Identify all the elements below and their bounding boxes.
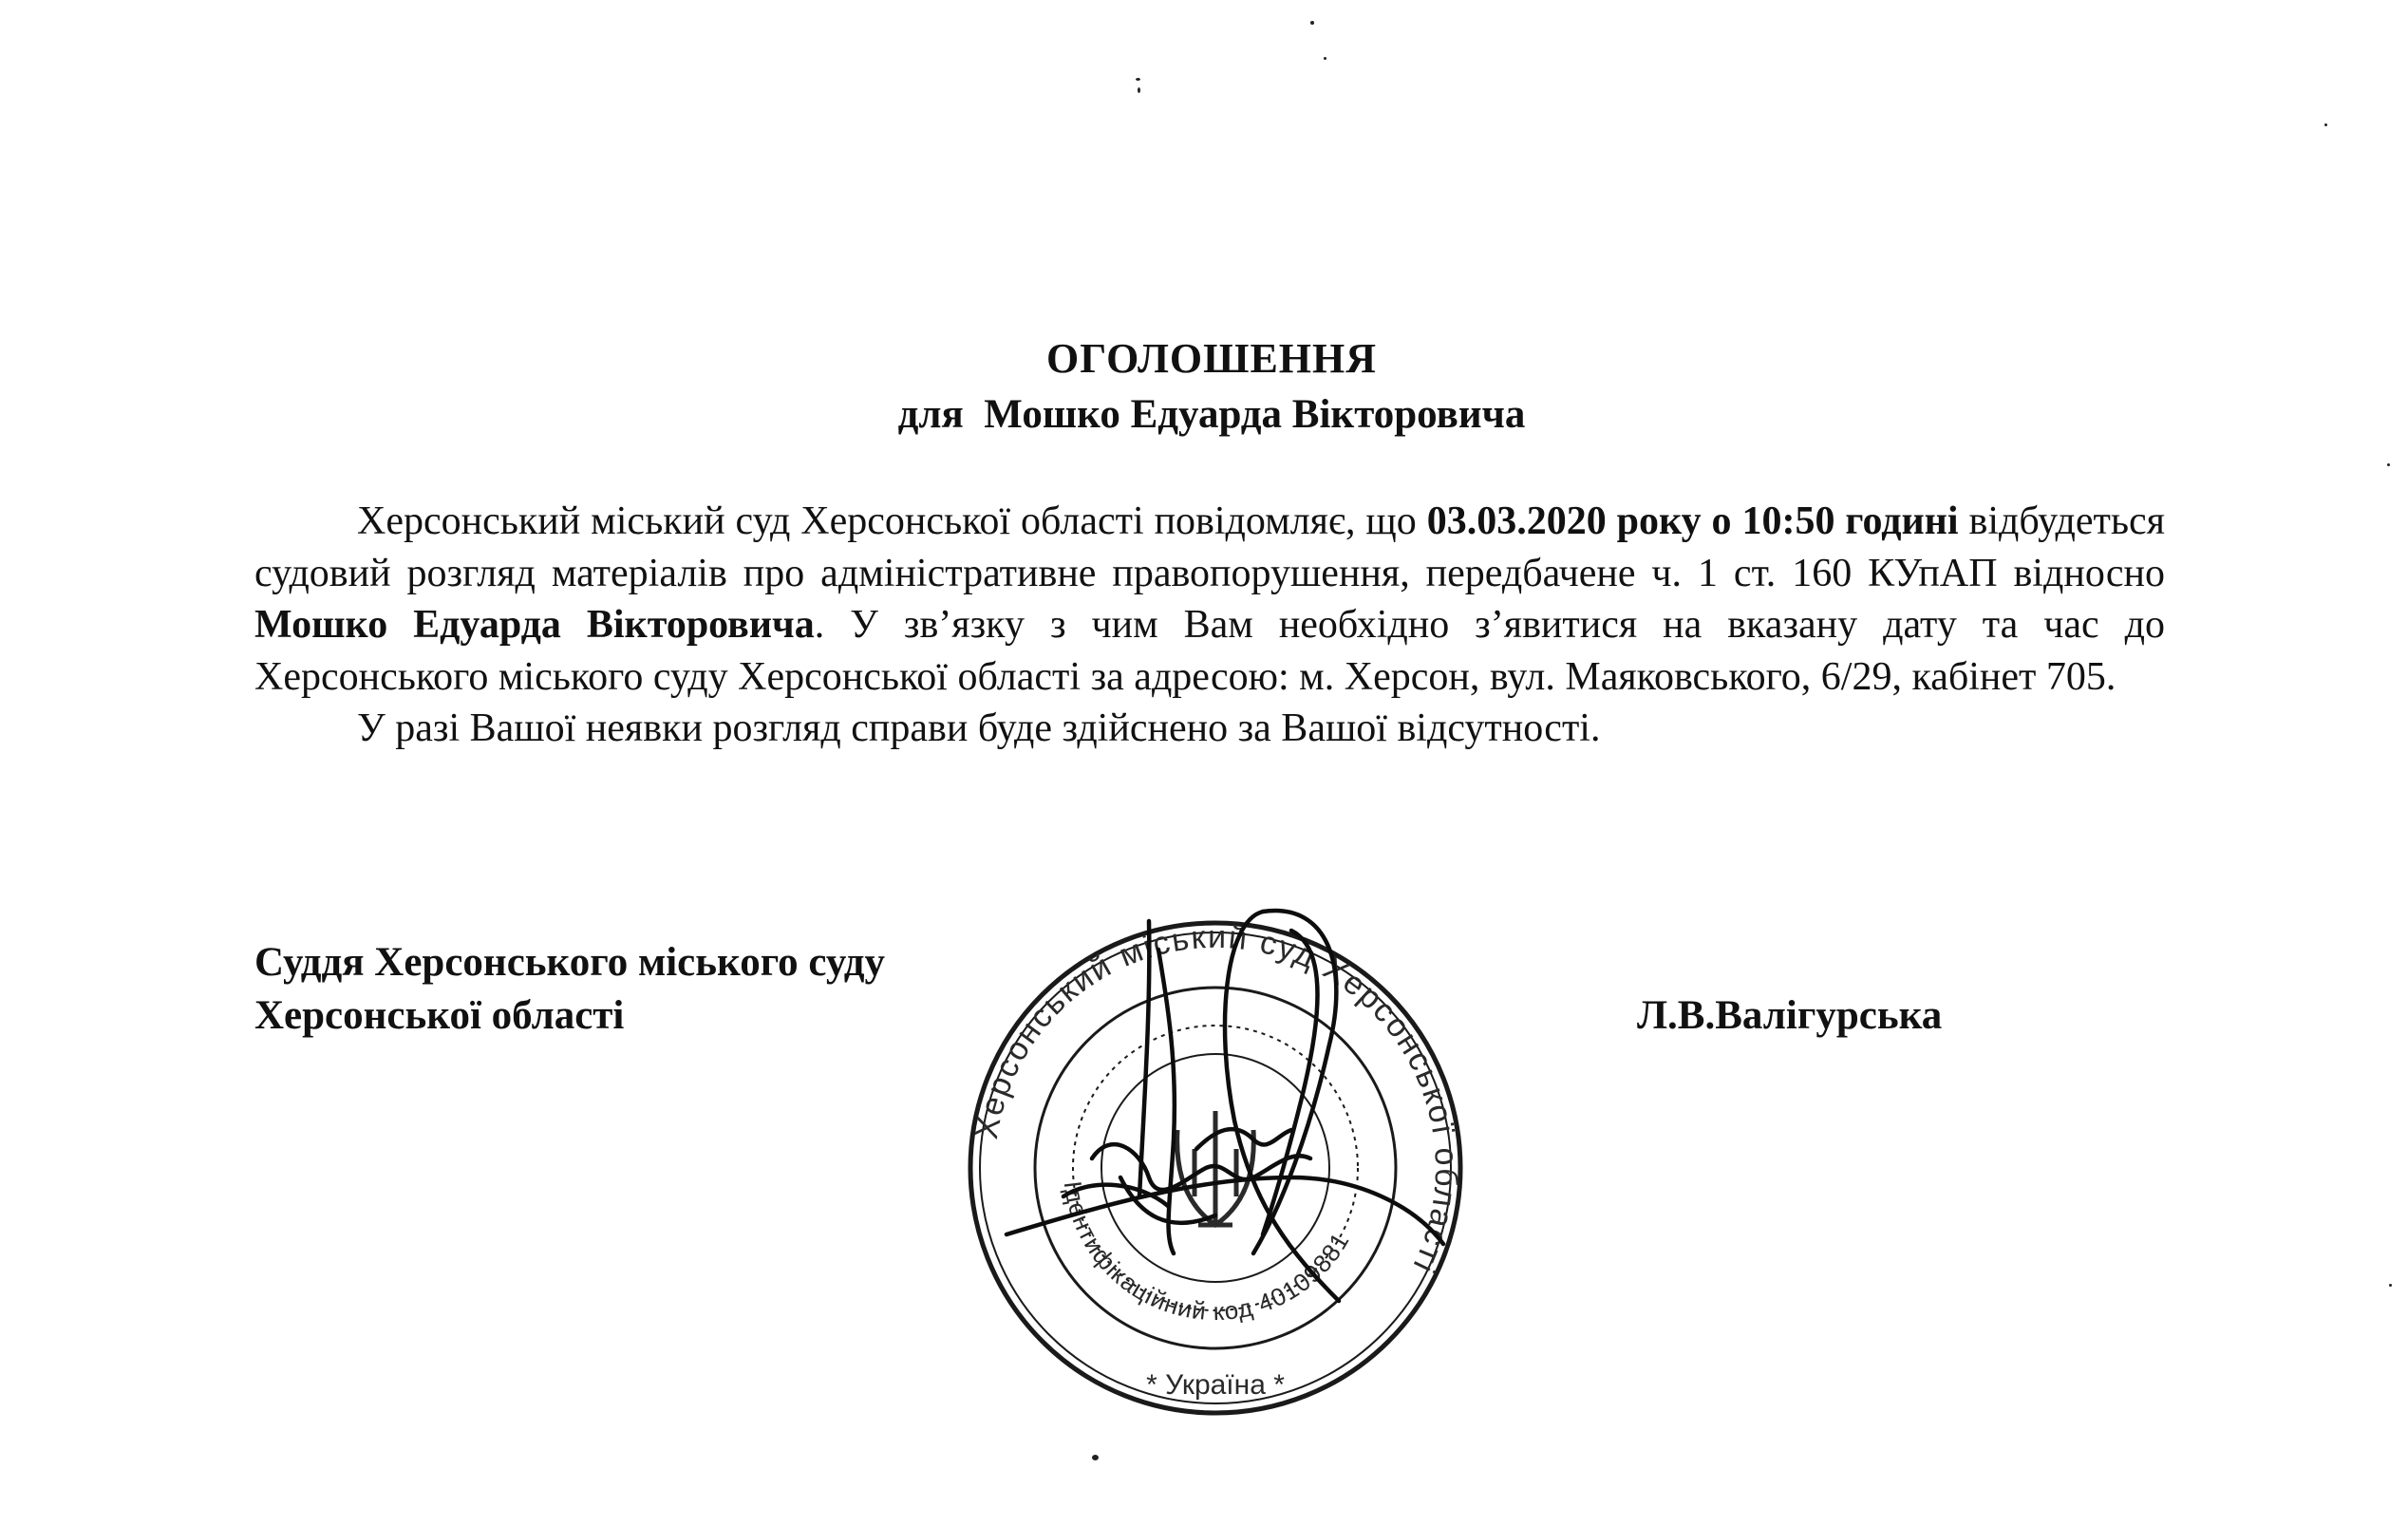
scan-speck (1092, 1455, 1099, 1460)
hearing-datetime: 03.03.2020 року о 10:50 годині (1426, 499, 1959, 543)
seal-bottom-lettering: * Україна * (1146, 1369, 1285, 1401)
paragraph-text: . У зв’язку з чим Вам необхідно з’явитися на вказану дату та час до Херсонського міського суду Херсонської області за адресою: м. Херсон, вул. Маяковського, 6/29, кабінет 705. (254, 603, 2165, 699)
scan-speck (2387, 463, 2390, 466)
judge-title (254, 936, 885, 1043)
document-title: ОГОЛОШЕННЯ (1045, 335, 1378, 382)
scan-speck (1310, 21, 1314, 25)
court-seal-stamp (950, 893, 1481, 1424)
paragraph-text: відбудеться судовий розгляд матеріалів про адміністративне правопорушення, передбачене ч. 1 ст. 160 КУпАП відносно (254, 499, 2165, 595)
scan-speck (1138, 87, 1140, 93)
paragraph-hearing-notice (254, 496, 2165, 703)
judge-name: Л.В.Валігурська (1637, 993, 1943, 1038)
announcement-body (254, 496, 2165, 755)
seal-inner-lettering: Ідентифікаційний код 40109881 (1058, 1179, 1355, 1327)
paragraph-text: Херсонський міський суд Херсонської області повідомляє, що (357, 499, 1427, 543)
seal-outer-lettering: Херсонський міський суд Херсонської області (968, 918, 1465, 1280)
defendant-name: Мошко Едуарда Вікторовича (254, 603, 815, 647)
scan-speck (2389, 1284, 2392, 1287)
judge-title-line: Суддя Херсонського міського суду (254, 940, 885, 985)
document-subtitle: для Мошко Едуарда Вікторовича (897, 392, 1526, 437)
scan-speck (1324, 57, 1326, 60)
judge-title-line: Херсонської області (254, 993, 625, 1038)
scan-speck (2324, 123, 2327, 126)
paragraph-absence-notice: У разі Вашої неявки розгляд справи буде здійснено за Вашої відсутності. (357, 706, 1601, 750)
scan-speck (1136, 78, 1140, 81)
